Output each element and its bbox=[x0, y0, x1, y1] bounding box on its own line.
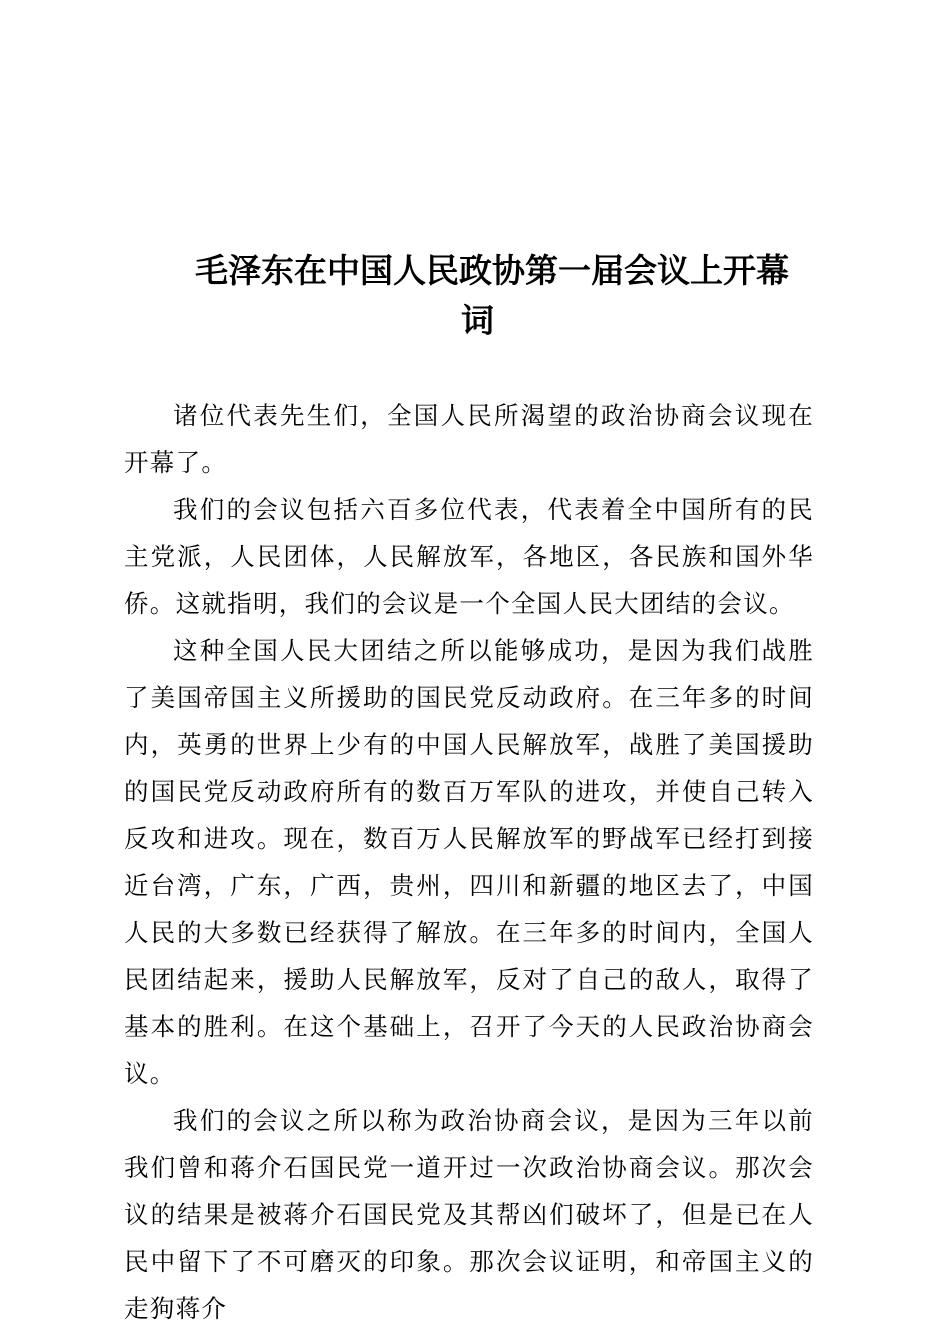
paragraph-4: 我们的会议之所以称为政治协商会议，是因为三年以前我们曾和蒋介石国民党一道开过一次政治协商会议。那次会议的结果是被蒋介石国民党及其帮凶们破坏了，但是已在人民中留下了不可磨灭的印象。那次会议证明，和帝国主义的走狗蒋介 bbox=[124, 1106, 814, 1323]
paragraph-3: 这种全国人民大团结之所以能够成功，是因为我们战胜了美国帝国主义所援助的国民党反动政府。在三年多的时间内，英勇的世界上少有的中国人民解放军，战胜了美国援助的国民党反动政府所有的数百万军队的进攻，并使自己转入反攻和进攻。现在，数百万人民解放军的野战军已经打到接近台湾，广东，广西，贵州，四川和新疆的地区去了，中国人民的大多数已经获得了解放。在三年多的时间内，全国人民团结起来，援助人民解放军，反对了自己的敌人，取得了基本的胜利。在这个基础上，召开了今天的人民政治协商会议。 bbox=[124, 636, 814, 1088]
title-line-2: 词 bbox=[461, 301, 494, 340]
page-title bbox=[195, 246, 835, 346]
paragraph-2: 我们的会议包括六百多位代表，代表着全中国所有的民主党派，人民团体，人民解放军，各地区，各民族和国外华侨。这就指明，我们的会议是一个全国人民大团结的会议。 bbox=[124, 495, 814, 618]
paragraph-1: 诸位代表先生们，全国人民所渴望的政治协商会议现在开幕了。 bbox=[124, 401, 814, 477]
title-line-1: 毛泽东在中国人民政协第一届会议上开幕 bbox=[195, 251, 789, 290]
document-body bbox=[124, 392, 814, 1332]
